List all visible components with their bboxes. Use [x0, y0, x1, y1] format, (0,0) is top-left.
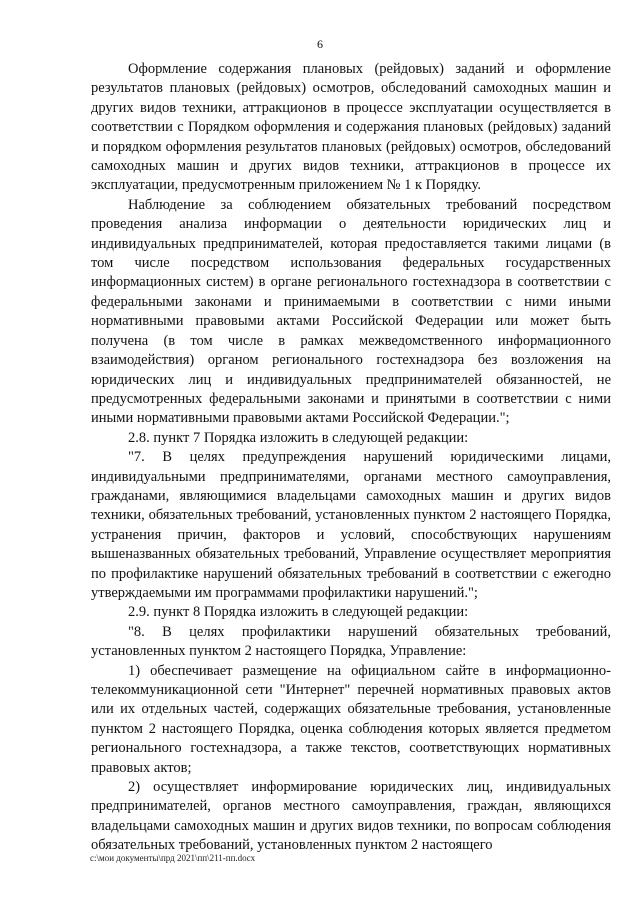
- paragraph-subitem-1: 1) обеспечивает размещение на официальном сайте в информационно-телекоммуникационной сети "Интернет" перечней нормативных правовых актов или их отдельных частей, содержащих обязательные требования, установленные пунктом 2 настоящего Порядка, оценка соблюдения которых является предметом регионального гостехнадзора, а также текстов, соответствующих нормативных правовых актов;: [91, 662, 611, 776]
- paragraph-clause-7: "7. В целях предупреждения нарушений юридическими лицами, индивидуальными предпринимателями, органами местного самоуправления, гражданами, являющимися владельцами самоходных машин и других видов техники, обязательных требований, установленных пунктом 2 настоящего Порядка, устранения причин, факторов и условий, способствующих нарушениям вышеназванных обязательных требований, Управление осуществляет мероприятия по профилактике нарушений обязательных требований в соответствии с ежегодно утверждаемыми им программами профилактики нарушений.";: [91, 449, 611, 601]
- footer-file-path: c:\мои документы\прд 2021\пп\211-пп.docx: [90, 853, 256, 863]
- paragraph-item-2-8: 2.8. пункт 7 Порядка изложить в следующей редакции:: [128, 429, 469, 446]
- paragraph-raid-tasks: Оформление содержания плановых (рейдовых) заданий и оформление результатов плановых (рейдовых) осмотров, обследований самоходных машин и других видов техники, аттракционов в процессе эксплуатации осуществляется в соответствии с Порядком оформления и содержания плановых (рейдовых) заданий и порядком оформления результатов плановых (рейдовых) осмотров, обследований самоходных машин и других видов техники, аттракционов в процессе их эксплуатации, предусмотренным приложением № 1 к Порядку.: [91, 61, 611, 194]
- paragraph-clause-8: "8. В целях профилактики нарушений обязательных требований, установленных пунктом 2 настоящего Порядка, Управление:: [91, 623, 611, 660]
- document-body: [91, 60, 611, 856]
- paragraph-subitem-2: 2) осуществляет информирование юридических лиц, индивидуальных предпринимателей, органов местного самоуправления, граждан, являющихся владельцами самоходных машин и других видов техники, по вопросам соблюдения обязательных требований, установленных пунктом 2 настоящего: [91, 779, 611, 854]
- paragraph-item-2-9: 2.9. пункт 8 Порядка изложить в следующей редакции:: [128, 604, 469, 621]
- page-number: 6: [317, 37, 323, 51]
- paragraph-observation: Наблюдение за соблюдением обязательных требований посредством проведения анализа информации о деятельности юридических лиц и индивидуальных предпринимателей, которая предоставляется такими лицами (в том числе посредством использования федеральных государственных информационных систем) в органе регионального гостехнадзора в соответствии с федеральными законами и принимаемыми в соответствии с ними иными нормативными правовыми актами Российской Федерации или может быть получена (в том числе в рамках межведомственного информационного взаимодействия) органом регионального гостехнадзора без возложения на юридических лиц и индивидуальных предпринимателей обязанностей, не предусмотренных федеральными законами и принятыми в соответствии с ними иными нормативными правовыми актами Российской Федерации.";: [91, 196, 611, 427]
